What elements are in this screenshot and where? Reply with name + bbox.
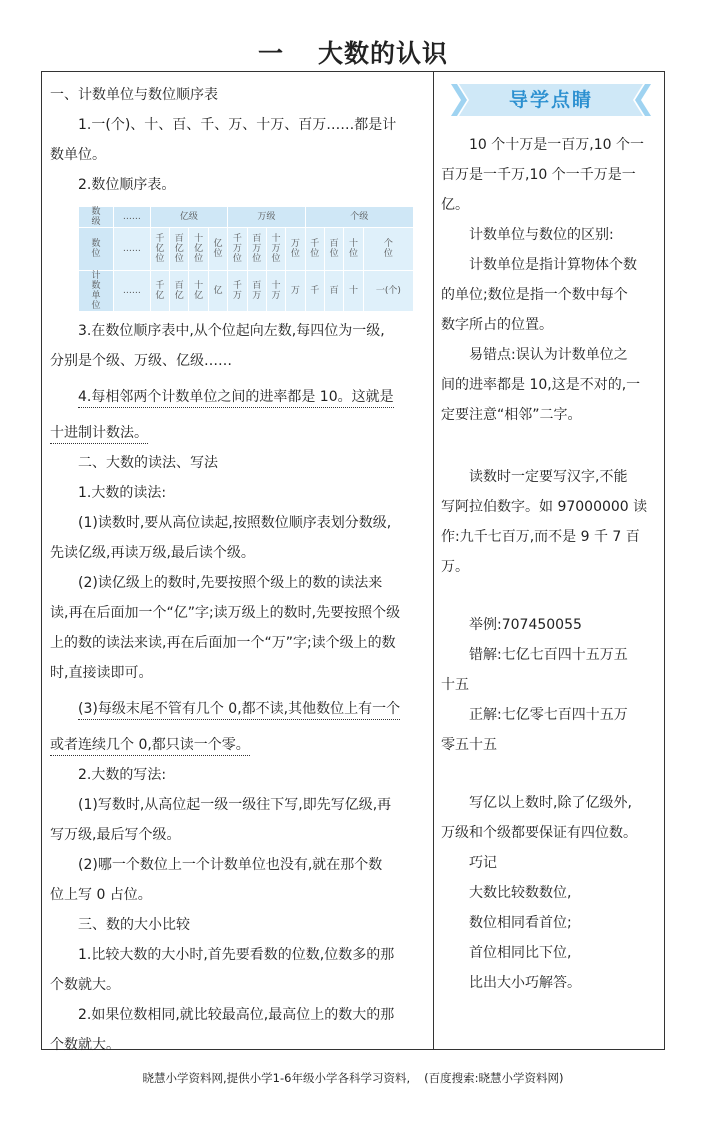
note: 易错点:误认为计数单位之 — [469, 347, 628, 363]
ellipsis: …… — [114, 271, 151, 312]
row-label: 数 位 — [79, 228, 114, 271]
place-cell: 千 亿 位 — [150, 228, 169, 271]
mnemonic-title: 巧记 — [469, 855, 497, 871]
column-divider — [433, 72, 434, 1049]
note: 正解:七亿零七百四十五万 — [469, 707, 628, 723]
place-cell: 千 位 — [305, 228, 324, 271]
note: 十五 — [441, 677, 469, 693]
guide-column — [441, 82, 659, 998]
footer-search-hint: (百度搜索:晓慧小学资料网) — [424, 1071, 564, 1085]
row-label: 数 级 — [79, 207, 114, 228]
note: 写亿以上数时,除了亿级外, — [469, 795, 632, 811]
paragraph: 读,再在后面加一个“亿”字;读万级上的数时,先要按照个级 — [50, 605, 401, 621]
paragraph: 位上写 0 占位。 — [50, 887, 152, 903]
note: 零五十五 — [441, 737, 497, 753]
paragraph — [50, 730, 426, 760]
note: 万。 — [441, 559, 469, 575]
note: 间的进率都是 10,这是不对的,一 — [441, 377, 641, 393]
note: 定要注意“相邻”二字。 — [441, 407, 582, 423]
mnemonic-line: 比出大小巧解答。 — [469, 975, 581, 991]
paragraph — [50, 418, 426, 448]
paragraph: 写万级,最后写个级。 — [50, 827, 181, 843]
paragraph: 3.在数位顺序表中,从个位起向左数,每四位为一级, — [78, 323, 385, 339]
unit-cell: 千 亿 — [150, 271, 169, 312]
paragraph — [50, 382, 426, 412]
note: 作:九千七百万,而不是 9 千 7 百 — [441, 529, 640, 545]
paragraph: 1.比较大数的大小时,首先要看数的位数,位数多的那 — [78, 947, 395, 963]
note: 错解:七亿七百四十五万五 — [469, 647, 628, 663]
paragraph: 先读亿级,再读万级,最后读个级。 — [50, 545, 255, 561]
note: 数字所占的位置。 — [441, 317, 553, 333]
paragraph: (1)读数时,要从高位读起,按照数位顺序表划分数级, — [78, 515, 392, 531]
place-cell: 千 万 位 — [228, 228, 247, 271]
row-label: 计 数 单 位 — [79, 271, 114, 312]
guide-banner — [451, 84, 651, 116]
section-heading: 二、大数的读法、写法 — [78, 455, 218, 471]
level-label: 亿级 — [150, 207, 227, 228]
unit-cell: 十 万 — [266, 271, 285, 312]
emphasis-text: 十进制计数法。 — [50, 425, 148, 444]
paragraph: 时,直接读即可。 — [50, 665, 153, 681]
paragraph: 分别是个级、万级、亿级…… — [50, 353, 232, 369]
content-frame — [41, 71, 665, 1053]
place-cell: 个 位 — [363, 228, 413, 271]
note: 的单位;数位是指一个数中每个 — [441, 287, 628, 303]
paragraph — [50, 694, 426, 724]
footer-text: 晓慧小学资料网,提供小学1-6年级小学各科学习资料, — [142, 1071, 411, 1085]
ellipsis: …… — [114, 207, 151, 228]
paragraph: 2.大数的写法: — [78, 767, 167, 783]
note: 10 个十万是一百万,10 个一 — [469, 137, 644, 153]
paragraph: 2.数位顺序表。 — [78, 177, 176, 193]
place-cell: 百 亿 位 — [170, 228, 189, 271]
unit-cell: 百 亿 — [170, 271, 189, 312]
note: 百万是一千万,10 个一千万是一 — [441, 167, 636, 183]
place-cell: 十 亿 位 — [189, 228, 208, 271]
place-cell: 万 位 — [286, 228, 305, 271]
section-heading: 三、数的大小比较 — [78, 917, 190, 933]
chapter-title: 大数的认识 — [318, 39, 449, 68]
table-row — [79, 228, 414, 271]
note: 计数单位是指计算物体个数 — [469, 257, 637, 273]
unit-cell: 千 — [305, 271, 324, 312]
paragraph: (1)写数时,从高位起一级一级往下写,即先写亿级,再 — [78, 797, 392, 813]
paragraph: 个数就大。 — [50, 1037, 120, 1053]
unit-cell: 十 — [344, 271, 363, 312]
unit-cell: 万 — [286, 271, 305, 312]
chapter-number: 一 — [257, 39, 284, 68]
paragraph: (2)哪一个数位上一个计数单位也没有,就在那个数 — [78, 857, 383, 873]
mnemonic-line: 数位相同看首位; — [469, 915, 572, 931]
emphasis-text: 或者连续几个 0,都只读一个零。 — [50, 737, 250, 756]
unit-cell: 十 亿 — [189, 271, 208, 312]
place-cell: 十 万 位 — [266, 228, 285, 271]
footer — [0, 1070, 706, 1086]
main-column — [50, 80, 426, 1060]
paragraph: 1.大数的读法: — [78, 485, 167, 501]
paragraph: 2.如果位数相同,就比较最高位,最高位上的数大的那 — [78, 1007, 395, 1023]
mnemonic-line: 首位相同比下位, — [469, 945, 572, 961]
mnemonic-line: 大数比较数数位, — [469, 885, 572, 901]
ellipsis: …… — [114, 228, 151, 271]
paragraph: 个数就大。 — [50, 977, 120, 993]
note: 万级和个级都要保证有四位数。 — [441, 825, 637, 841]
unit-cell: 亿 — [208, 271, 227, 312]
place-value-table — [78, 206, 414, 312]
guide-title: 导学点睛 — [508, 89, 593, 111]
level-label: 个级 — [305, 207, 413, 228]
place-cell: 十 位 — [344, 228, 363, 271]
unit-cell: 千 万 — [228, 271, 247, 312]
note: 计数单位与数位的区别: — [469, 227, 614, 243]
note: 写阿拉伯数字。如 97000000 读 — [441, 499, 648, 515]
emphasis-text: (3)每级末尾不管有几个 0,都不读,其他数位上有一个 — [78, 701, 400, 720]
note: 亿。 — [441, 197, 469, 213]
place-cell: 亿 位 — [208, 228, 227, 271]
note: 举例:707450055 — [469, 617, 582, 633]
emphasis-text: 4.每相邻两个计数单位之间的进率都是 10。这就是 — [78, 389, 394, 408]
paragraph: (2)读亿级上的数时,先要按照个级上的数的读法来 — [78, 575, 383, 591]
section-heading: 一、计数单位与数位顺序表 — [50, 87, 218, 103]
paragraph: 数单位。 — [50, 147, 106, 163]
table-row — [79, 271, 414, 312]
paragraph: 1.一(个)、十、百、千、万、十万、百万……都是计 — [78, 117, 397, 133]
note: 读数时一定要写汉字,不能 — [469, 469, 628, 485]
paragraph: 上的数的读法来读,再在后面加一个“万”字;读个级上的数 — [50, 635, 396, 651]
unit-cell: 一(个) — [363, 271, 413, 312]
unit-cell: 百 — [324, 271, 343, 312]
place-cell: 百 万 位 — [247, 228, 266, 271]
level-label: 万级 — [228, 207, 305, 228]
page-title — [0, 34, 706, 70]
unit-cell: 百 万 — [247, 271, 266, 312]
table-row — [79, 207, 414, 228]
place-cell: 百 位 — [324, 228, 343, 271]
